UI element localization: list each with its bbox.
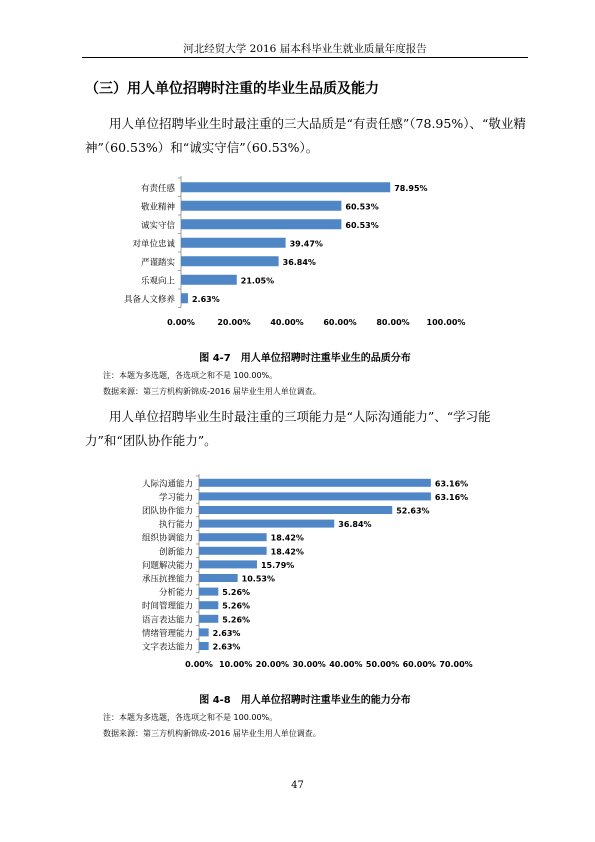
x-tick-label: 80.00% <box>376 318 410 327</box>
x-tick-label: 40.00% <box>329 660 363 669</box>
x-tick-label: 20.00% <box>255 660 290 669</box>
data-label: 18.42% <box>270 547 304 557</box>
running-header: 河北经贸大学 2016 届本科毕业生就业质量年度报告 <box>183 43 427 55</box>
bar <box>199 533 267 541</box>
data-label: 18.42% <box>270 533 304 543</box>
data-label: 2.63% <box>191 294 220 304</box>
category-label: 人际沟通能力 <box>141 479 193 490</box>
category-label: 对单位忠诚 <box>132 239 175 250</box>
bar <box>199 560 257 568</box>
bar <box>181 238 286 248</box>
category-label: 诚实守信 <box>140 220 175 231</box>
category-label: 文字表达能力 <box>141 642 193 653</box>
category-label: 承压抗挫能力 <box>141 574 193 585</box>
data-label: 60.53% <box>345 202 379 212</box>
data-label: 2.63% <box>212 628 241 638</box>
data-label: 52.63% <box>396 506 430 516</box>
figure-4-8-note: 注：本题为多选题，各选项之和不是 100.00%。 <box>103 713 278 722</box>
bar <box>181 182 390 192</box>
bar <box>199 520 334 528</box>
data-label: 21.05% <box>240 276 275 286</box>
data-label: 63.16% <box>434 492 469 502</box>
category-label: 具备人文修养 <box>123 294 175 305</box>
x-tick-label: 0.00% <box>185 660 213 669</box>
qualities-bar-chart <box>0 170 595 330</box>
x-tick-label: 20.00% <box>217 318 251 327</box>
figure-4-7-source: 数据来源：第三方机构新锦成-2016 届毕业生用人单位调查。 <box>103 387 321 396</box>
data-label: 5.26% <box>222 588 251 598</box>
figure-4-7-caption: 图 4-7 用人单位招聘时注重毕业生的品质分布 <box>199 353 411 364</box>
bar <box>199 615 218 623</box>
data-label: 63.16% <box>434 479 469 489</box>
data-label: 36.84% <box>338 520 372 530</box>
x-tick-label: 100.00% <box>426 318 466 327</box>
x-tick-label: 70.00% <box>439 660 473 669</box>
figure-4-7-note: 注：本题为多选题，各选项之和不是 100.00%。 <box>103 371 278 380</box>
abilities-bar-chart <box>0 470 595 675</box>
bar <box>199 642 209 650</box>
x-tick-label: 0.00% <box>167 318 195 327</box>
data-label: 10.53% <box>241 574 275 584</box>
x-tick-label: 10.00% <box>219 660 253 669</box>
data-label: 2.63% <box>212 642 241 652</box>
data-label: 5.26% <box>222 601 251 611</box>
category-label: 乐观向上 <box>140 276 175 287</box>
data-label: 36.84% <box>282 257 316 267</box>
bar <box>199 547 267 555</box>
category-label: 时间管理能力 <box>141 601 193 612</box>
bar <box>199 574 238 582</box>
category-label: 组织协调能力 <box>141 533 193 544</box>
data-label: 78.95% <box>394 183 428 193</box>
data-label: 39.47% <box>289 239 323 249</box>
x-tick-label: 60.00% <box>402 660 436 669</box>
qualities-paragraph: 用人单位招聘毕业生时最注重的三大品质是“有责任感”（78.95%）、“敬业精神”（60.53%）和“诚实守信”（60.53%）。 <box>85 116 526 155</box>
bar <box>199 479 431 487</box>
section-title: （三）用人单位招聘时注重的毕业生品质及能力 <box>85 81 379 97</box>
category-label: 执行能力 <box>158 520 193 531</box>
category-label: 有责任感 <box>140 183 175 194</box>
figure-4-8-caption: 图 4-8 用人单位招聘时注重毕业生的能力分布 <box>199 695 411 706</box>
x-tick-label: 40.00% <box>270 318 304 327</box>
x-tick-label: 30.00% <box>292 660 326 669</box>
bar <box>181 256 279 266</box>
bar <box>181 275 237 285</box>
category-label: 学习能力 <box>158 492 193 503</box>
category-label: 严谨踏实 <box>140 257 175 268</box>
data-label: 5.26% <box>222 615 251 625</box>
bar <box>199 492 431 500</box>
bar <box>199 601 218 609</box>
bar <box>181 293 188 303</box>
bar <box>199 588 218 596</box>
data-label: 15.79% <box>260 560 295 570</box>
bar <box>181 201 341 211</box>
category-label: 团队协作能力 <box>141 506 193 517</box>
abilities-paragraph: 用人单位招聘毕业生时最注重的三项能力是“人际沟通能力”、“学习能力”和“团队协作能力”。 <box>85 409 491 448</box>
category-label: 分析能力 <box>158 588 193 599</box>
figure-4-8-source: 数据来源：第三方机构新锦成-2016 届毕业生用人单位调查。 <box>103 729 321 738</box>
x-tick-label: 60.00% <box>323 318 357 327</box>
category-label: 敬业精神 <box>140 202 175 213</box>
category-label: 语言表达能力 <box>141 615 193 626</box>
bar <box>199 628 209 636</box>
bar <box>181 219 341 229</box>
bar <box>199 506 392 514</box>
page-number: 47 <box>291 780 304 791</box>
header-rule <box>82 57 528 58</box>
category-label: 问题解决能力 <box>141 560 193 571</box>
x-tick-label: 50.00% <box>365 660 400 669</box>
category-label: 创新能力 <box>158 547 193 558</box>
data-label: 60.53% <box>345 220 379 230</box>
category-label: 情绪管理能力 <box>141 628 193 639</box>
